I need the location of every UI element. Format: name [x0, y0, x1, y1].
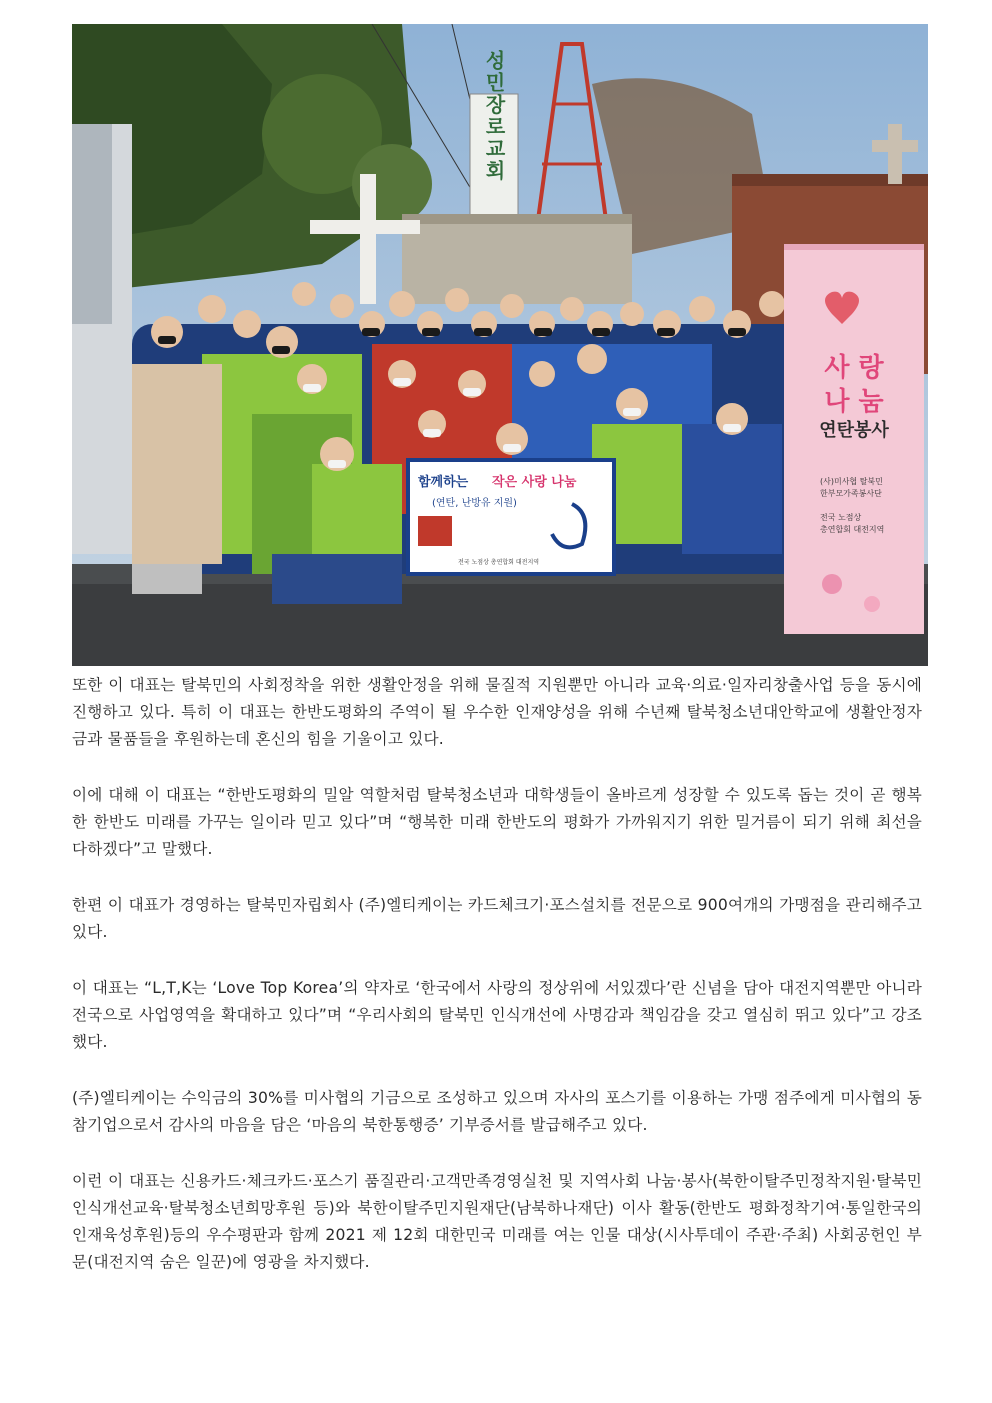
held-banner [408, 460, 614, 574]
article-paragraph: 이에 대해 이 대표는 “한반도평화의 밀알 역할처럼 탈북청소년과 대학생들이 올바르게 성장할 수 있도록 돕는 것이 곧 행복한 한반도 미래를 가꾸는 일이라 믿고 있다”며 “행복한 미래 한반도의 평화가 가까워지기 위한 밀거름이 되기 위해 최선을 다하겠다”고 말했다. [72, 786, 922, 858]
held-banner-title-prefix: 함께하는 [418, 475, 469, 490]
held-banner-title-highlight: 작은 사랑 나눔 [492, 475, 577, 490]
church-sign-text: 성민장로교회 [482, 50, 506, 182]
group-photo [72, 24, 928, 666]
banner-line2: 나 눔 [824, 387, 884, 417]
article-paragraph: 한편 이 대표가 경영하는 탈북민자립회사 (주)엘티케이는 카드체크기·포스설치를 전문으로 900여개의 가맹점을 관리해주고 있다. [72, 896, 922, 941]
banner-line1: 사 랑 [824, 353, 884, 383]
banner-line3: 연탄봉사 [819, 420, 889, 441]
article-paragraph: 이런 이 대표는 신용카드·체크카드·포스기 품질관리·고객만족경영실천 및 지역사회 나눔·봉사(북한이탈주민정착지원·탈북민인식개선교육·탈북청소년희망후원 등)와 북한이탈주민지원재단(남북하나재단) 이사 활동(한반도 평화정착기여·통일한국의 인재육성후원)등의 우수평판과 함께 2021 제 12회 대한민국 미래를 여는 인물 대상(시사투데이 주관·주최) 사회공헌인 부문(대전지역 숨은 일꾼)에 영광을 차지했다. [72, 1172, 922, 1271]
article-paragraph: 또한 이 대표는 탈북민의 사회정착을 위한 생활안정을 위해 물질적 지원뿐만 아니라 교육·의료·일자리창출사업 등을 동시에 진행하고 있다. 특히 이 대표는 한반도평화의 주역이 될 우수한 인재양성을 위해 수년째 탈북청소년대안학교에 생활안정자금과 물품들을 후원하는데 혼신의 힘을 기울이고 있다. [72, 676, 922, 748]
banner-org2b: 총연합회 대전지역 [820, 525, 885, 534]
article-body [72, 672, 922, 1276]
standing-banner [784, 244, 924, 634]
article-paragraph: (주)엘티케이는 수익금의 30%를 미사협의 기금으로 조성하고 있으며 자사의 포스기를 이용하는 가맹 점주에게 미사협의 동참기업으로서 감사의 마음을 담은 ‘마음의 북한통행증’ 기부증서를 발급해주고 있다. [72, 1089, 922, 1134]
held-banner-subtitle: (연탄, 난방유 지원) [432, 498, 517, 509]
banner-org1b: 한부모가족봉사단 [820, 489, 882, 498]
banner-org2a: 전국 노점상 [820, 513, 862, 522]
held-banner-footer: 전국 노점상 총연합회 대전지역 [458, 559, 540, 566]
banner-org1a: (사)미사협 탈북민 [820, 477, 883, 486]
article-paragraph: 이 대표는 “L,T,K는 ‘Love Top Korea’의 약자로 ‘한국에서 사랑의 정상위에 서있겠다’란 신념을 담아 대전지역뿐만 아니라 전국으로 사업영역을 확대하고 있다”며 “우리사회의 탈북민 인식개선에 사명감과 책임감을 갖고 열심히 뛰고 있다”고 강조했다. [72, 979, 922, 1051]
